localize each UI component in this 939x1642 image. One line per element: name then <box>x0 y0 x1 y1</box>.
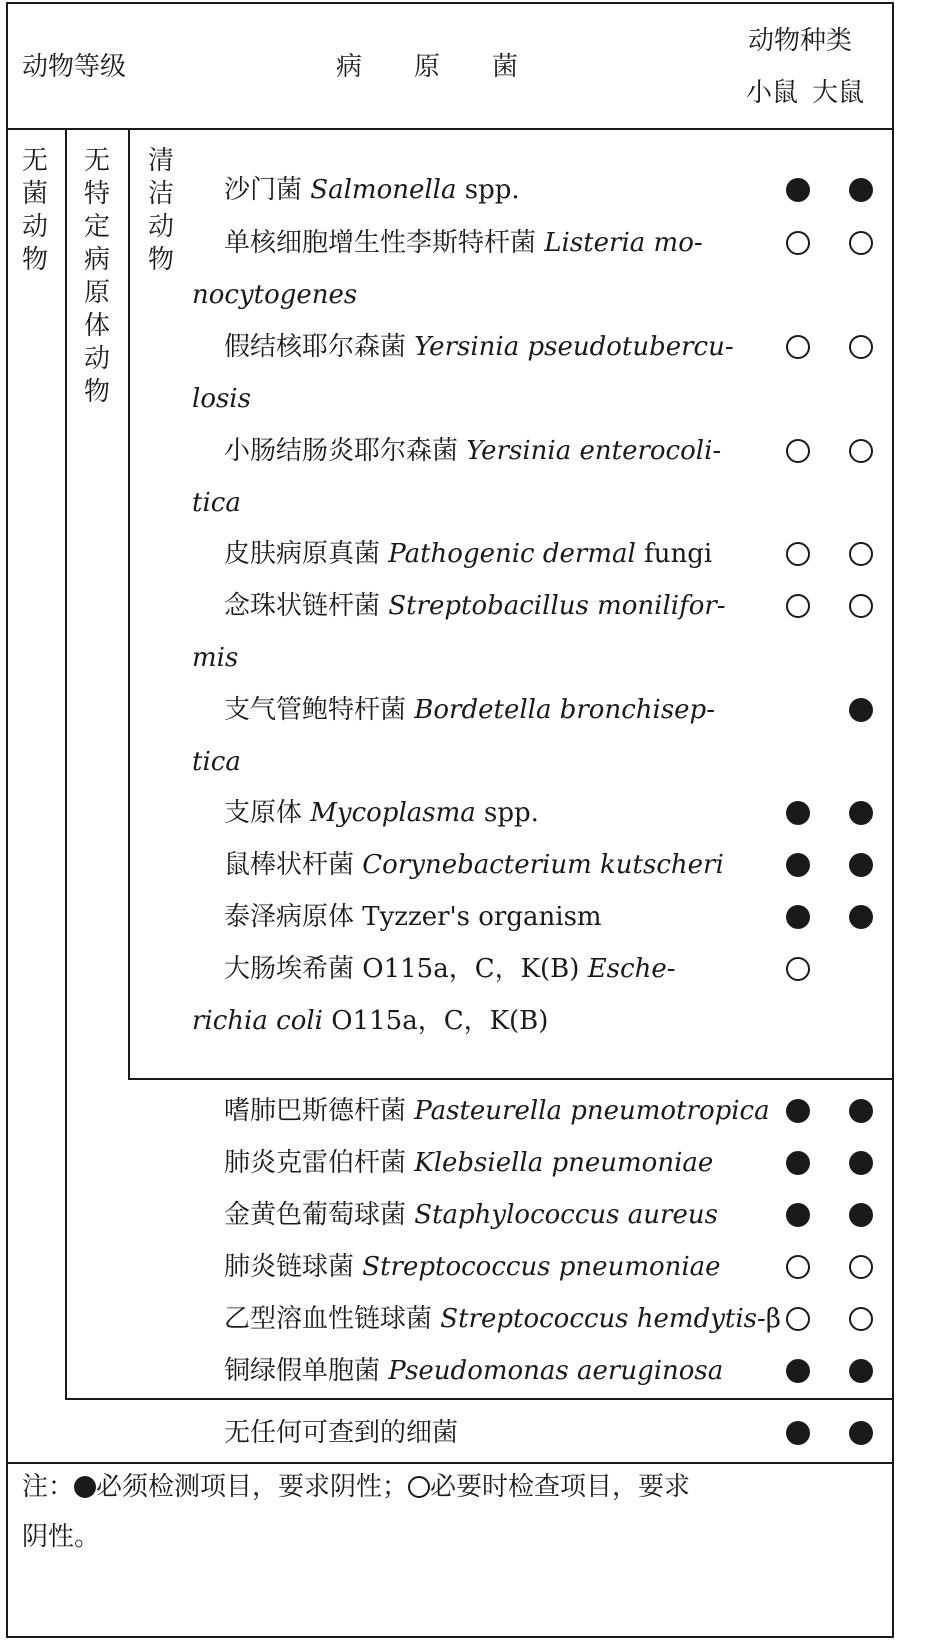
mouse-required-dot <box>786 905 810 929</box>
pathogen-name-continued: richia coli O115a，C，K(B) <box>192 1006 549 1036</box>
header-species-label: 动物种类 <box>748 26 853 56</box>
spf-box-left <box>65 128 67 1400</box>
table-border-right <box>892 2 894 1638</box>
mouse-required-dot <box>786 1359 810 1383</box>
mouse-required-dot <box>786 1151 810 1175</box>
rat-optional-dot <box>849 439 873 463</box>
pathogen-name: 单核细胞增生性李斯特杆菌 Listeria mo- <box>224 228 703 258</box>
header-level-label: 动物等级 <box>22 52 127 82</box>
rat-required-dot <box>849 1359 873 1383</box>
mouse-required-dot <box>786 1099 810 1123</box>
mouse-optional-dot <box>786 439 810 463</box>
filled-dot-legend-icon <box>74 1476 96 1498</box>
clean-box-left <box>128 128 130 1080</box>
pathogen-name-continued: mis <box>192 643 239 673</box>
mouse-optional-dot <box>786 542 810 566</box>
pathogen-name: 金黄色葡萄球菌 Staphylococcus aureus <box>224 1200 718 1230</box>
mouse-required-dot <box>786 1203 810 1227</box>
pathogen-name: 铜绿假单胞菌 Pseudomonas aeruginosa <box>224 1356 724 1386</box>
pathogen-name: 无任何可查到的细菌 <box>224 1418 459 1448</box>
level-spf: 无 特 定 病 原 体 动 物 <box>83 146 110 407</box>
pathogen-name: 支气管鲍特杆菌 Bordetella bronchisep- <box>224 695 715 725</box>
mouse-required-dot <box>786 853 810 877</box>
pathogen-name: 小肠结肠炎耶尔森菌 Yersinia enterocoli- <box>224 436 722 466</box>
pathogen-name-continued: tica <box>192 747 241 777</box>
rat-required-dot <box>849 801 873 825</box>
pathogen-name: 假结核耶尔森菌 Yersinia pseudotubercu- <box>224 332 734 362</box>
rat-required-dot <box>849 1151 873 1175</box>
mouse-required-dot <box>786 178 810 202</box>
rat-optional-dot <box>849 594 873 618</box>
open-dot-legend-icon <box>408 1476 430 1498</box>
mouse-required-dot <box>786 1421 810 1445</box>
rat-optional-dot <box>849 542 873 566</box>
pathogen-name: 支原体 Mycoplasma spp. <box>224 798 539 828</box>
pathogen-name: 沙门菌 Salmonella spp. <box>224 175 520 205</box>
mouse-optional-dot <box>786 1255 810 1279</box>
rat-required-dot <box>849 178 873 202</box>
pathogen-name: 肺炎链球菌 Streptococcus pneumoniae <box>224 1252 721 1282</box>
rat-required-dot <box>849 853 873 877</box>
rat-required-dot <box>849 1421 873 1445</box>
rat-optional-dot <box>849 1255 873 1279</box>
rat-required-dot <box>849 1099 873 1123</box>
table-border-bottom <box>6 1636 894 1638</box>
pathogen-name: 泰泽病原体 Tyzzer's organism <box>224 902 602 932</box>
mouse-optional-dot <box>786 594 810 618</box>
pathogen-name: 鼠棒状杆菌 Corynebacterium kutscheri <box>224 850 724 880</box>
mouse-optional-dot <box>786 231 810 255</box>
pathogen-name: 大肠埃希菌 O115a，C，K(B) Esche- <box>224 954 676 984</box>
rat-required-dot <box>849 905 873 929</box>
note-divider <box>6 1462 894 1464</box>
mouse-optional-dot <box>786 335 810 359</box>
pathogen-name: 嗜肺巴斯德杆菌 Pasteurella pneumotropica <box>224 1096 770 1126</box>
mouse-optional-dot <box>786 957 810 981</box>
footnote-line-1: 注： 必须检测项目，要求阴性； 必要时检查项目，要求 <box>22 1472 691 1502</box>
table-border-left <box>6 2 8 1638</box>
rat-required-dot <box>849 1203 873 1227</box>
header-rat-label: 大鼠 <box>812 78 865 108</box>
spf-box-bottom <box>65 1398 894 1400</box>
pathogen-name: 肺炎克雷伯杆菌 Klebsiella pneumoniae <box>224 1148 714 1178</box>
mouse-required-dot <box>786 801 810 825</box>
header-pathogen-label: 病 原 菌 <box>336 52 519 82</box>
rat-required-dot <box>849 698 873 722</box>
level-clean: 清 洁 动 物 <box>147 146 174 275</box>
pathogen-name: 皮肤病原真菌 Pathogenic dermal fungi <box>224 539 713 569</box>
level-germ-free: 无 菌 动 物 <box>21 146 48 275</box>
clean-box-bottom <box>128 1078 894 1080</box>
footnote-line-2: 阴性。 <box>22 1522 101 1552</box>
rat-optional-dot <box>849 335 873 359</box>
pathogen-name: 念珠状链杆菌 Streptobacillus monilifor- <box>224 591 726 621</box>
pathogen-name-continued: nocytogenes <box>192 280 358 310</box>
rat-optional-dot <box>849 231 873 255</box>
rat-optional-dot <box>849 1307 873 1331</box>
pathogen-name-continued: losis <box>192 384 251 414</box>
header-mouse-label: 小鼠 <box>746 78 799 108</box>
pathogen-name-continued: tica <box>192 488 241 518</box>
pathogen-name: 乙型溶血性链球菌 Streptococcus hemdytis-β <box>224 1304 781 1334</box>
header-divider <box>6 128 894 130</box>
mouse-optional-dot <box>786 1307 810 1331</box>
table-border-top <box>6 2 894 4</box>
